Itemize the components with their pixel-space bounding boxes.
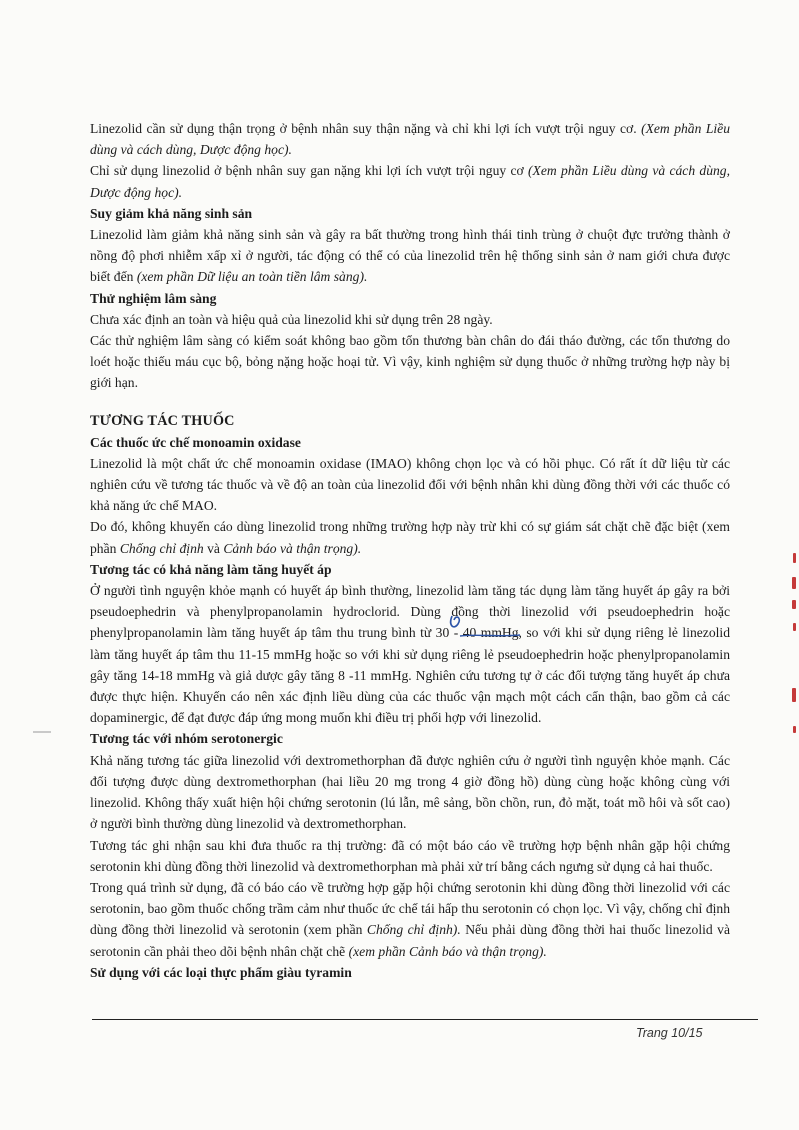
- page-number: Trang 10/15: [636, 1026, 703, 1040]
- paragraph-serotonergic-2: Tương tác ghi nhận sau khi đưa thuốc ra thị trường: đã có một báo cáo về trường hợp bệnh nhân gặp hội chứng serotonin khi dùng đồng thời linezolid và dextromethorphan mà phải xử trí bằng cách ngưng sử dụng cả hai thuốc.: [90, 837, 730, 874]
- heading-pressor-interactions: Tương tác có khả năng làm tăng huyết áp: [90, 561, 332, 577]
- margin-scan-mark: [33, 731, 51, 733]
- margin-red-mark: [793, 726, 796, 733]
- heading-serotonergic: Tương tác với nhóm serotonergic: [90, 731, 283, 747]
- footer-divider: [92, 1019, 758, 1020]
- margin-red-mark: [792, 600, 796, 609]
- paragraph-serotonergic-1: Khả năng tương tác giữa linezolid với dextromethorphan đã được nghiên cứu ở người tình nguyện khỏe mạnh. Các đối tượng được dùng dextromethorphan (hai liều 20 mg trong 4 giờ đồng hồ) dùng cùng hoặc không cùng với linezolid. Không thấy xuất hiện hội chứng serotonin (lú lẫn, mê sảng, bồn chồn, run, đỏ mặt, toát mồ hôi và sốt cao) ở người bình thường dùng linezolid và dextromethorphan.: [90, 752, 730, 832]
- paragraph-pressor-1: Ở người tình nguyện khỏe mạnh có huyết áp bình thường, linezolid làm tăng tác dụng làm tăng huyết áp gây ra bởi pseudoephedrin và phenylpropanolamin hydroclorid. Dùng đồng thời linezolid với pseudoephedrin hoặc phenylpropanolamin làm tăng huyết áp tâm thu trung bình từ 30 - 40 mmHg, so với khi sử dụng riêng lẻ linezolid làm tăng huyết áp tâm thu 11-15 mmHg hoặc so với khi sử dụng riêng lẻ pseudoephedrin hoặc phenylpropanolamin gây tăng 14-18 mmHg và giả dược gây tăng 8 -11 mmHg. Nghiên cứu tương tự ở các đối tượng tăng huyết áp chưa được thực hiện. Khuyến cáo nên xác định liều dùng của các thuốc vận mạch một cách cẩn thận, bao gồm cả các dopaminergic, để đạt được đáp ứng mong muốn khi điều trị phối hợp với linezolid.: [90, 583, 730, 726]
- paragraph-trials-2: Các thử nghiệm lâm sàng có kiểm soát không bao gồm tổn thương bàn chân do đái tháo đường, các tổn thương do loét hoặc thiếu máu cục bộ, bỏng nặng hoặc hoại tử. Vì vậy, kinh nghiệm sử dụng thuốc ở những trường hợp này bị giới hạn.: [90, 333, 730, 391]
- heading-fertility: Suy giảm khả năng sinh sản: [90, 205, 253, 221]
- paragraph-mao-2: Do đó, không khuyến cáo dùng linezolid trong những trường hợp này trừ khi có sự giám sát chặt chẽ đặc biệt (xem phần Chống chỉ định và Cảnh báo và thận trọng).: [90, 519, 730, 556]
- paragraph-trials-1: Chưa xác định an toàn và hiệu quả của linezolid khi sử dụng trên 28 ngày.: [90, 311, 493, 327]
- pen-scribble-mark: [438, 612, 528, 642]
- section-title-interactions: TƯƠNG TÁC THUỐC: [90, 412, 235, 429]
- document-body: [90, 118, 730, 983]
- heading-clinical-trials: Thử nghiệm lâm sàng: [90, 290, 217, 306]
- margin-red-mark: [792, 577, 796, 589]
- paragraph-fertility: Linezolid làm giảm khả năng sinh sản và gây ra bất thường trong hình thái tinh trùng ở chuột đực trưởng thành ở nồng độ phơi nhiễm xấp xỉ ở người, tác động có thể có của linezolid trên hệ thống sinh sản ở nam giới chưa được biết đến (xem phần Dữ liệu an toàn tiền lâm sàng).: [90, 227, 730, 285]
- paragraph-mao-1: Linezolid là một chất ức chế monoamin oxidase (IMAO) không chọn lọc và có hồi phục. Có rất ít dữ liệu từ các nghiên cứu về tương tác thuốc và về độ an toàn của linezolid đối với bệnh nhân khi dùng đồng thời với các thuốc có khả năng ức chế MAO.: [90, 455, 730, 514]
- heading-tyramine: Sử dụng với các loại thực phẩm giàu tyramin: [90, 964, 352, 980]
- paragraph-hepatic: Chỉ sử dụng linezolid ở bệnh nhân suy gan nặng khi lợi ích vượt trội nguy cơ (Xem phần Liều dùng và cách dùng, Dược động học).: [90, 163, 730, 200]
- margin-red-mark: [793, 553, 796, 563]
- heading-mao-inhibitors: Các thuốc ức chế monoamin oxidase: [90, 434, 301, 450]
- margin-red-mark: [793, 623, 796, 631]
- paragraph-serotonergic-3: Trong quá trình sử dụng, đã có báo cáo về trường hợp gặp hội chứng serotonin khi dùng đồng thời linezolid với các serotonin, bao gồm thuốc chống trầm cảm như thuốc ức chế tái hấp thu serotonin có chọn lọc. Vì vậy, chống chỉ định dùng đồng thời linezolid và serotonin (xem phần Chống chỉ định). Nếu phải dùng đồng thời hai thuốc linezolid và serotonin cần phải theo dõi bệnh nhân chặt chẽ (xem phần Cảnh báo và thận trọng).: [90, 879, 730, 959]
- paragraph-renal: Linezolid cần sử dụng thận trọng ở bệnh nhân suy thận nặng và chỉ khi lợi ích vượt trội nguy cơ. (Xem phần Liều dùng và cách dùng, Dược động học).: [90, 121, 730, 158]
- margin-red-mark: [792, 688, 796, 702]
